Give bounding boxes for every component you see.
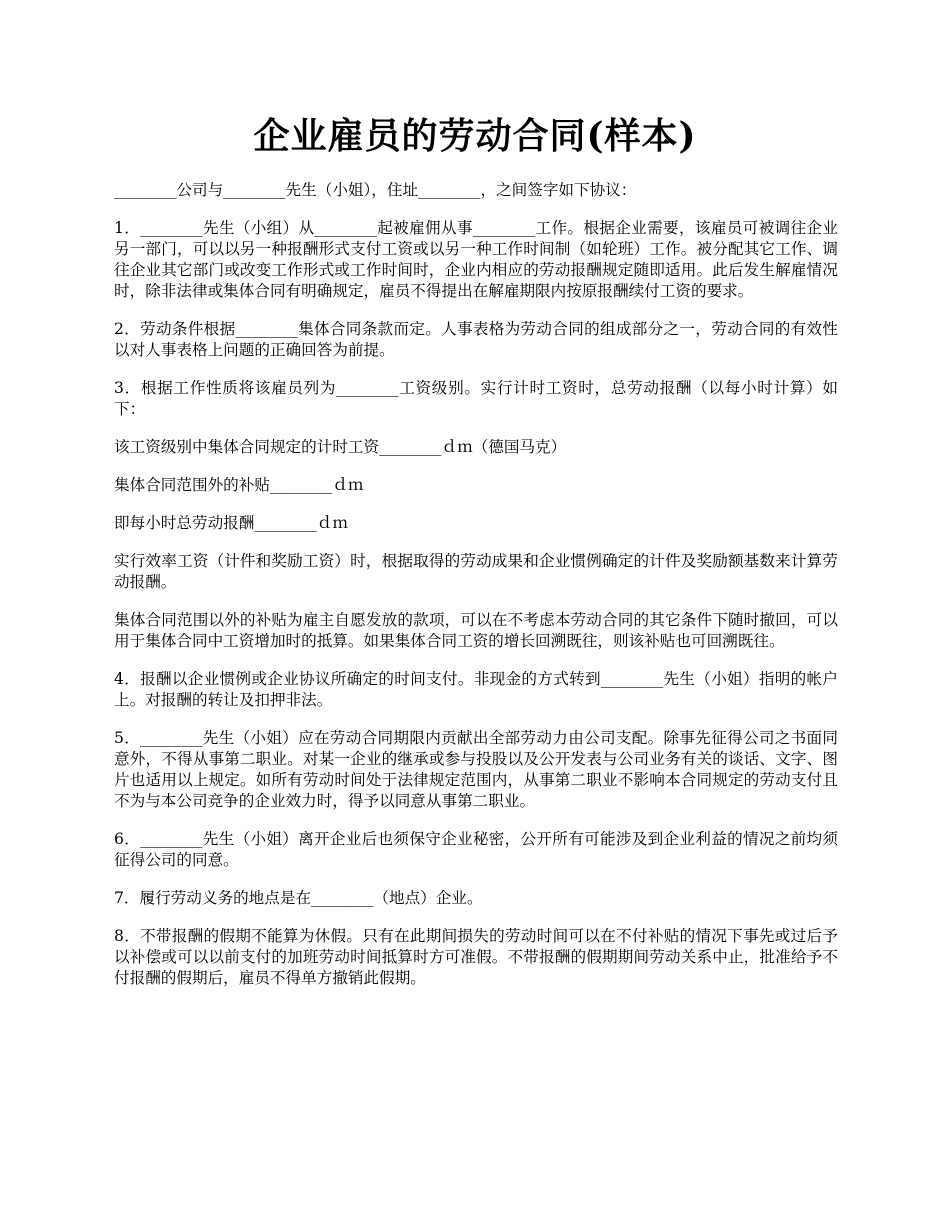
clause-4-paragraph: 4．报酬以企业惯例或企业协议所确定的时间支付。非现金的方式转到________先生（小姐）指明的帐户上。对报酬的转让及扣押非法。 <box>114 670 838 709</box>
document-body <box>114 180 838 1006</box>
clause-2-paragraph: 2．劳动条件根据________集体合同条款而定。人事表格为劳动合同的组成部分之一，劳动合同的有效性以对人事表格上问题的正确回答为前提。 <box>114 320 838 359</box>
clause-3-paragraph: 3．根据工作性质将该雇员列为________工资级别。实行计时工资时，总劳动报酬（以每小时计算）如下： <box>114 379 838 418</box>
clause-7-paragraph: 7．履行劳动义务的地点是在________（地点）企业。 <box>114 889 483 907</box>
allowance-withdrawal-paragraph: 集体合同范围以外的补贴为雇主自愿发放的款项，可以在不考虑本劳动合同的其它条件下随时撤回，可以用于集体合同中工资增加时的抵算。如果集体合同工资的增长回溯既往，则该补贴也可回溯既往。 <box>114 611 838 650</box>
intro-paragraph: ________公司与________先生（小姐），住址________，之间签字如下协议： <box>114 181 637 199</box>
document-title: 企业雇员的劳动合同(样本) <box>253 115 697 157</box>
hourly-wage-line: 该工资级别中集体合同规定的计时工资________ｄｍ（德国马克） <box>114 438 567 456</box>
clause-1-paragraph: 1．________先生（小组）从________起被雇佣从事________工作。根据企业需要，该雇员可被调往企业另一部门，可以以另一种报酬形式支付工资或以另一种工作时间制（如轮班）工作。被分配其它工作、调往企业其它部门或改变工作形式或工作时间时，企业内相应的劳动报酬规定随即适用。此后发生解雇情况时，除非法律或集体合同有明确规定，雇员不得提出在解雇期限内按原报酬续付工资的要求。 <box>114 219 838 300</box>
allowance-line: 集体合同范围外的补贴________ｄｍ <box>114 476 364 494</box>
total-hourly-pay-line: 即每小时总劳动报酬________ｄｍ <box>114 514 348 532</box>
clause-6-paragraph: 6．________先生（小姐）离开企业后也须保守企业秘密，公开所有可能涉及到企业利益的情况之前均须征得公司的同意。 <box>114 830 838 869</box>
efficiency-wage-paragraph: 实行效率工资（计件和奖励工资）时，根据取得的劳动成果和企业惯例确定的计件及奖励额基数来计算劳动报酬。 <box>114 552 838 591</box>
clause-5-paragraph: 5．________先生（小姐）应在劳动合同期限内贡献出全部劳动力由公司支配。除事先征得公司之书面同意外，不得从事第二职业。对某一企业的继承或参与投股以及公开发表与公司业务有关的谈话、文字、图片也适用以上规定。如所有劳动时间处于法律规定范围内，从事第二职业不影响本合同规定的劳动支付且不为与本公司竞争的企业效力时，得予以同意从事第二职业。 <box>114 729 838 810</box>
clause-8-paragraph: 8．不带报酬的假期不能算为休假。只有在此期间损失的劳动时间可以在不付补贴的情况下事先或过后予以补偿或可以以前支付的加班劳动时间抵算时方可准假。不带报酬的假期期间劳动关系中止，批准给予不付报酬的假期后，雇员不得单方撤销此假期。 <box>114 927 838 987</box>
